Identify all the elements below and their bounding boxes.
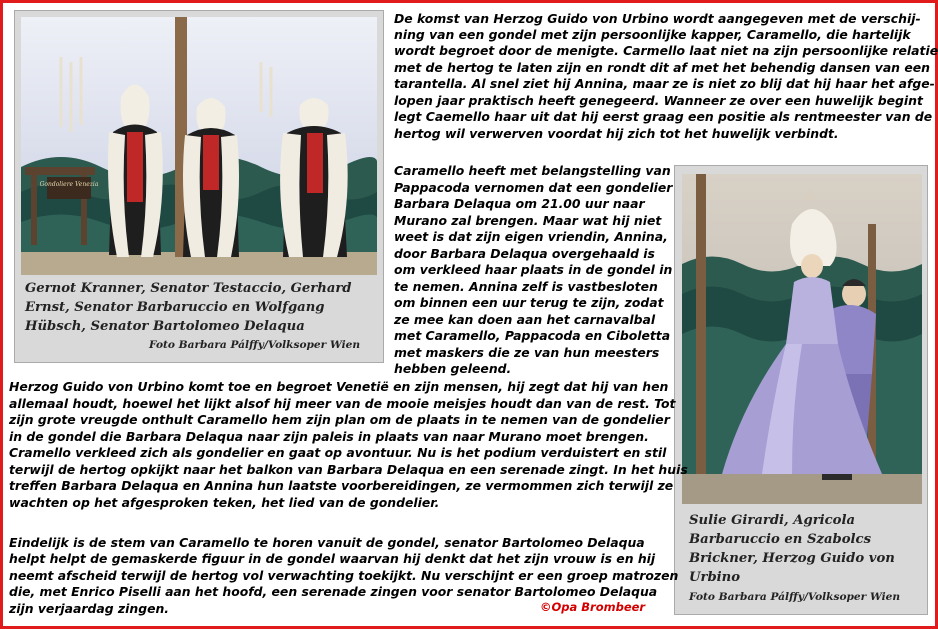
text-line: wachten op het afgesproken teken, het lied van de gondelier. — [9, 495, 440, 510]
text-line: neemt afscheid terwijl de hertog vol verwachting toekijkt. Nu verschijnt er een groep matrozen — [9, 568, 679, 583]
text-line: Barbara Delaqua om 21.00 uur naar — [394, 196, 645, 211]
photo-duke — [682, 174, 922, 504]
text-line: De komst van Herzog Guido von Urbino wordt aangegeven met de verschij- — [394, 11, 921, 26]
text-line: ze mee kan doen aan het carnavalbal — [394, 312, 656, 327]
text-line: helpt helpt de gemaskerde figuur in de gondel waarvan hij denkt dat het zijn vrouw is en hij — [9, 551, 656, 566]
text-line: met de hertog te laten zijn en rondt dit af met het behendig dansen van een — [394, 60, 930, 75]
text-line: legt Caemello haar uit dat hij eerst graag een positie als rentmeester van de — [394, 109, 933, 124]
text-line: Pappacoda vernomen dat een gondelier — [394, 180, 673, 195]
author-signature: ©Opa Brombeer — [540, 600, 646, 614]
photo-card-senators — [14, 10, 384, 363]
text-line: met Caramello, Pappacoda en Ciboletta — [394, 328, 671, 343]
text-line: terwijl de hertog opkijkt naar het balkon van Barbara Delaqua en een serenade zingt. In het huis — [9, 462, 688, 477]
photo-credit: Foto Barbara Pálffy/Volksoper Wien — [689, 591, 901, 603]
text-line: zijn verjaardag zingen. — [9, 601, 170, 616]
text-line: die, met Enrico Piselli aan het hoofd, een serenade zingen voor senator Bartolomeo Delaqua — [9, 584, 658, 599]
text-line: hebben geleend. — [394, 361, 512, 376]
text-line: allemaal houdt, hoewel het lijkt alsof hij meer van de mooie meisjes houdt dan van de rest. Tot — [9, 396, 676, 411]
text-line: ning van een gondel met zijn persoonlijke kapper, Caramello, die hartelijk — [394, 27, 911, 42]
text-line: Cramello verkleed zich als gondelier en gaat op avontuur. Nu is het podium verduistert en stil — [9, 445, 667, 460]
text-line: in de gondel die Barbara Delaqua naar zijn paleis in plaats van naar Murano moet brengen. — [9, 429, 649, 444]
caption-line: Hübsch, Senator Bartolomeo Delaqua — [25, 319, 305, 334]
text-line: weet is dat zijn eigen vriendin, Annina, — [394, 229, 668, 244]
caption-line: Gernot Kranner, Senator Testaccio, Gerhard — [25, 281, 352, 296]
text-line: Murano zal brengen. Maar wat hij niet — [394, 213, 662, 228]
photo-senators — [21, 17, 377, 275]
text-line: Caramello heeft met belangstelling van — [394, 163, 671, 178]
text-line: Herzog Guido von Urbino komt toe en begroet Venetië en zijn mensen, hij zegt dat hij van hen — [9, 379, 669, 394]
text-line: lopen jaar praktisch heeft genegeerd. Wanneer ze over een huwelijk begint — [394, 93, 923, 108]
text-line: zijn grote vreugde onthult Caramello hem zijn plan om de plaats in te nemen van de gondelier — [9, 412, 670, 427]
text-line: wordt begroet door de menigte. Carmello laat niet na zijn persoonlijke relatie — [394, 43, 938, 58]
text-line: hertog wil verwerven voordat hij zich tot het huwelijk verbindt. — [394, 126, 839, 141]
text-line: om verkleed haar plaats in de gondel in — [394, 262, 673, 277]
caption-line: Urbino — [689, 570, 741, 585]
text-line: Eindelijk is de stem van Caramello te horen vanuit de gondel, senator Bartolomeo Delaqua — [9, 535, 645, 550]
text-line: door Barbara Delaqua overgehaald is — [394, 246, 655, 261]
text-line: treffen Barbara Delaqua en Annina hun laatste voorbereidingen, ze vermommen zich terwijl ze — [9, 478, 674, 493]
photo-card-duke — [674, 165, 928, 615]
gondoliere-sign: Gondoliere Venezia — [39, 181, 99, 188]
text-line: tarantella. Al snel ziet hij Annina, maar ze is niet zo blij dat hij haar het afge- — [394, 76, 935, 91]
text-line: om binnen een uur terug te zijn, zodat — [394, 295, 664, 310]
text-line: met maskers die ze van hun meesters — [394, 345, 660, 360]
caption-line: Ernst, Senator Barbaruccio en Wolfgang — [25, 300, 325, 315]
caption-line: Sulie Girardi, Agricola — [689, 513, 856, 528]
caption-line: Brickner, Herzog Guido von — [689, 551, 895, 566]
text-line: te nemen. Annina zelf is vastbesloten — [394, 279, 658, 294]
caption-line: Barbaruccio en Szabolcs — [689, 532, 872, 547]
photo-credit: Foto Barbara Pálffy/Volksoper Wien — [149, 339, 361, 351]
